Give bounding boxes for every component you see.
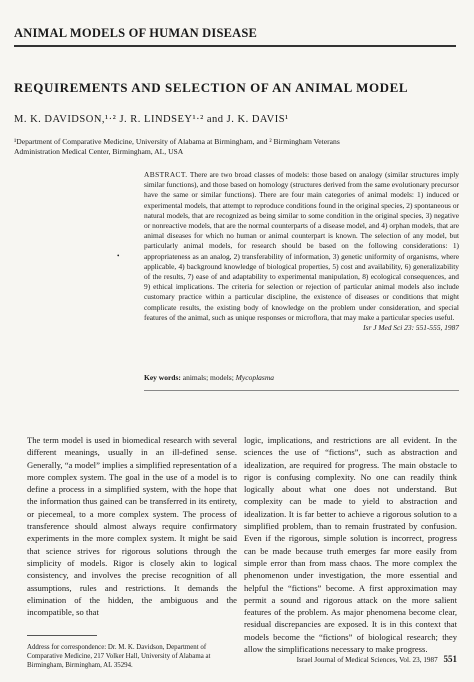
abstract-text: There are two broad classes of models: those based on analogy (similar structures imply similar functions), and those based on homology (structures derived from the same evolutionary precursor have the same or similar functions). There are four main categories of animal models: 1) induced or experimental models, that attempt to reproduce conditions found in the original species, 2) spontaneous or natural models, that are recognized as being similar to some condition in the original species, 3) negative or nonreactive models, that are the normal counterparts of a disease model, and 4) orphan models, that are animal diseases for which no human or animal counterpart is known. The selection of any model, but particularly animal models, for research should be based on the following considerations: 1) appropriateness as an analog, 2) transferability of information, 3) genetic uniformity of organisms, where applicable, 4) background knowledge of biological properties, 5) cost and availability, 6) generalizability of the results, 7) ease of and adaptability to experimental manipulation, 8) ecological consequences, and 9) ethical implications. The criteria for selection or rejection of particular animal models also include customary practice within a particular discipline, the existence of diseases or conditions that might complicate results, the existing body of knowledge on the problem under consideration, and special features of the animal, such as unique responses or microflora, that may make a particular species useful. [144,170,460,322]
correspondence-footnote: Address for correspondence: Dr. M. K. Davidson, Department of Comparative Medicine, 217 Volker Hall, University of Alabama at Birmingham, Birmingham, AL 35294. [27,644,211,669]
body-column-right: logic, implications, and restrictions are all evident. In the sciences the use of “fictions”, such as abstraction and idealization, are required for progress. The main obstacle to rigor is confusing complexity. No one can readily think logically about what one does not understand. But complexity can be made to yield to abstraction and idealization. It is far better to achieve a rigorous solution to a simplified problem, than to remain frustrated by confusion. Even if the rigorous, simple solution is incorrect, progress can be made because truth emerges far more easily from simple error than from mass chaos. The more complex the phenomenon under investigation, the more essential and helpful the “fictions” become. A first approximation may permit a sound and rigorous attack on the more salient features of the problem. As major phenomena become clear, residual discrepancies are exposed. It is in this context that models become the “fictions” of biological research; they allow the simplifications necessary to make progress. [244,435,457,655]
keywords-label: Key words: [144,373,181,382]
abstract-citation: Isr J Med Sci 23: 551-555, 1987 [363,323,459,333]
article-title: REQUIREMENTS AND SELECTION OF AN ANIMAL MODEL [14,80,409,95]
keywords-text: animals; models; [182,373,234,382]
author-list: M. K. DAVIDSON,¹·² J. R. LINDSEY¹·² and J. K. DAVIS¹ [14,114,289,125]
abstract [144,170,459,333]
affiliations [14,137,454,157]
keywords-italic: Mycoplasma [235,373,274,382]
header-rule [14,45,456,47]
margin-mark: • [117,252,120,260]
abstract-label: ABSTRACT. [144,170,188,179]
keywords [144,373,459,382]
keywords-rule [144,390,459,391]
affiliation-line-1: ¹Department of Comparative Medicine, University of Alabama at Birmingham, and ² Birmingham Veterans [14,137,340,146]
footnote-rule [27,635,97,636]
body-column-left: The term model is used in biomedical research with several different meanings, usually in an ill-defined sense. Generally, “a model” implies a simplified representation of a more complex system. The goal in the use of a model is to define a process in a simplified system, with the hope that the information thus gained can be transferred in its entirety, or piecemeal, to a more complex system. The process of transference should almost always require confirmatory experiments in the more complex system. It might be said that science strives for rigorous solutions through the simplicity of models. Rigor is closely akin to logical consistency, and involves the precise recognition of all assumptions, rules and restrictions. It demands the elimination of the hidden, the ambiguous and the incompatible, so that [27,435,237,618]
affiliation-line-2: Administration Medical Center, Birmingham, AL, USA [14,147,184,156]
journal-citation: Israel Journal of Medical Sciences, Vol. 23, 1987 [296,656,438,664]
section-header: ANIMAL MODELS OF HUMAN DISEASE [14,26,258,40]
journal-footer [297,654,457,664]
page-number: 551 [443,654,457,664]
